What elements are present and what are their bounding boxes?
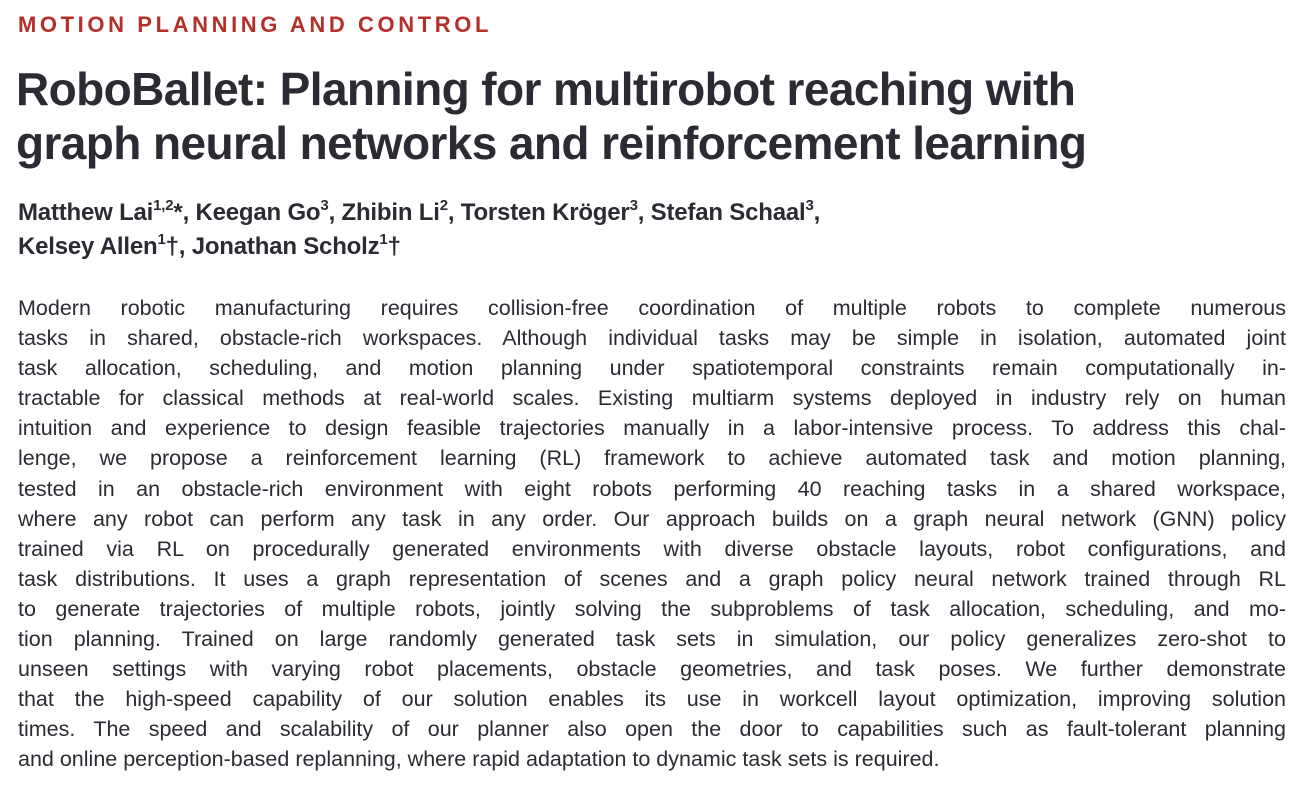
author-name: Zhibin Li bbox=[341, 199, 440, 226]
abstract-line: Modern robotic manufacturing requires collision-free coordination of multiple robots to complete numerous bbox=[18, 296, 1286, 320]
author bbox=[461, 199, 651, 226]
author-mark: † bbox=[165, 233, 179, 260]
author bbox=[18, 199, 196, 226]
author-name: Matthew Lai bbox=[18, 199, 154, 226]
author-name: Keegan Go bbox=[195, 199, 321, 226]
author-separator: , bbox=[447, 199, 461, 226]
abstract-line: trained via RL on procedurally generated environments with diverse obstacle layouts, robot configurations, and bbox=[18, 536, 1286, 561]
author bbox=[342, 199, 461, 226]
author-mark: * bbox=[173, 199, 183, 226]
abstract-line: lenge, we propose a reinforcement learning (RL) framework to achieve automated task and motion planning, bbox=[18, 446, 1286, 471]
abstract-line: that the high-speed capability of our solution enables its use in workcell layout optimization, improving solution bbox=[18, 687, 1286, 712]
author-separator: , bbox=[182, 199, 196, 226]
author-separator: , bbox=[637, 199, 651, 226]
author-affiliation: 3 bbox=[805, 197, 814, 214]
author bbox=[18, 233, 192, 260]
abstract-line: tested in an obstacle-rich environment with eight robots performing 40 reaching tasks in a shared workspace, bbox=[18, 476, 1286, 501]
abstract-line: where any robot can perform any task in any order. Our approach builds on a graph neural network (GNN) policy bbox=[18, 506, 1286, 531]
abstract-line: unseen settings with varying robot placements, obstacle geometries, and task poses. We further demonstrate bbox=[18, 657, 1286, 682]
author-line-1 bbox=[18, 196, 820, 230]
author-affiliation: 3 bbox=[320, 197, 329, 214]
paper-title bbox=[16, 62, 1086, 170]
author bbox=[651, 199, 820, 226]
author-list bbox=[18, 196, 820, 264]
author-affiliation: 1,2 bbox=[153, 197, 174, 214]
author-separator: , bbox=[813, 199, 821, 226]
author-separator: , bbox=[178, 233, 192, 260]
abstract bbox=[18, 293, 1286, 775]
title-line-1: RoboBallet: Planning for multirobot reaching with bbox=[16, 63, 1076, 115]
author-name: Stefan Schaal bbox=[650, 199, 806, 226]
author-separator: , bbox=[328, 199, 342, 226]
author-affiliation: 3 bbox=[629, 197, 638, 214]
title-line-2: graph neural networks and reinforcement learning bbox=[16, 117, 1087, 169]
abstract-line: to generate trajectories of multiple robots, jointly solving the subproblems of task allocation, scheduling, and mo- bbox=[18, 596, 1286, 621]
abstract-line: tractable for classical methods at real-world scales. Existing multiarm systems deployed in industry rely on human bbox=[18, 386, 1286, 411]
section-kicker: MOTION PLANNING AND CONTROL bbox=[18, 12, 493, 37]
author-name: Jonathan Scholz bbox=[191, 233, 380, 260]
author-mark: † bbox=[387, 233, 401, 260]
author-name: Torsten Kröger bbox=[460, 199, 630, 226]
author bbox=[196, 199, 342, 226]
author bbox=[192, 233, 401, 260]
author-affiliation: 1 bbox=[379, 231, 388, 248]
author-affiliation: 1 bbox=[157, 231, 166, 248]
abstract-line: tasks in shared, obstacle-rich workspaces. Although individual tasks may be simple in isolation, automated joint bbox=[18, 326, 1286, 351]
abstract-line: intuition and experience to design feasible trajectories manually in a labor-intensive process. To address this chal- bbox=[18, 416, 1286, 441]
abstract-line: task distributions. It uses a graph representation of scenes and a graph policy neural network trained through RL bbox=[18, 566, 1286, 591]
abstract-line: tion planning. Trained on large randomly generated task sets in simulation, our policy generalizes zero-shot to bbox=[18, 627, 1286, 652]
abstract-line-last: and online perception-based replanning, where rapid adaptation to dynamic task sets is required. bbox=[18, 747, 940, 772]
abstract-line: times. The speed and scalability of our planner also open the door to capabilities such as fault-tolerant planning bbox=[18, 717, 1286, 742]
author-line-2 bbox=[18, 230, 820, 264]
author-affiliation: 2 bbox=[439, 197, 448, 214]
author-name: Kelsey Allen bbox=[18, 233, 158, 260]
abstract-line: task allocation, scheduling, and motion planning under spatiotemporal constraints remain computationally in- bbox=[18, 356, 1286, 381]
